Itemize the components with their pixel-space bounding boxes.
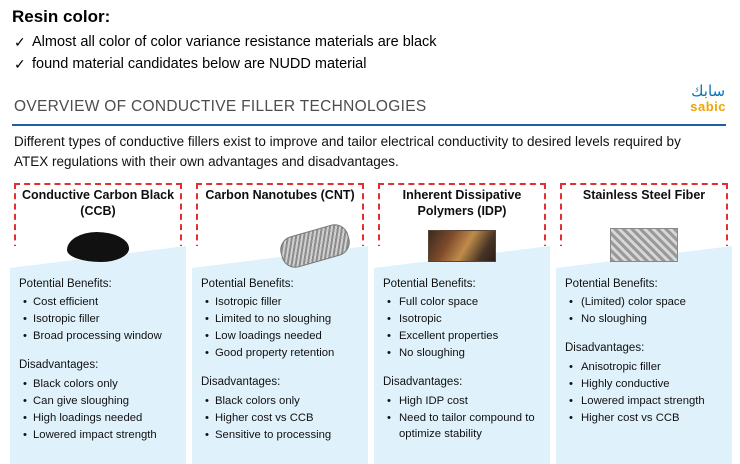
- idp-polymer-pellets-icon: [428, 230, 496, 262]
- slide: [0, 80, 740, 460]
- list-item: • Cost efficient: [33, 294, 178, 310]
- disadvantages-list: [21, 376, 178, 443]
- list-item: • Higher cost vs CCB: [581, 410, 724, 426]
- disadvantages-list: [567, 359, 724, 426]
- spacer: [19, 345, 178, 357]
- column-body: [192, 268, 368, 443]
- column-title: Inherent Dissipative Polymers (IDP): [402, 188, 522, 218]
- benefits-label: Potential Benefits:: [19, 278, 112, 290]
- benefits-label: Potential Benefits:: [383, 278, 476, 290]
- column-header: [192, 180, 368, 268]
- column-stainless-steel-fiber: [556, 180, 732, 464]
- list-item: • No sloughing: [581, 311, 724, 327]
- benefits-list: [567, 294, 724, 327]
- list-item: • Isotropic filler: [33, 311, 178, 327]
- list-item: • Limited to no sloughing: [215, 311, 360, 327]
- column-conductive-carbon-black: [10, 180, 186, 464]
- annotation-line-2: [14, 54, 730, 76]
- list-item: • Low loadings needed: [215, 328, 360, 344]
- list-item: • Anisotropic filler: [581, 359, 724, 375]
- list-item: • Good property retention: [215, 345, 360, 361]
- column-title: Conductive Carbon Black (CCB): [21, 188, 175, 218]
- list-item: • Black colors only: [33, 376, 178, 392]
- disadvantages-label: Disadvantages:: [565, 342, 645, 355]
- column-body: [556, 268, 732, 426]
- disadvantages-list: [385, 393, 542, 442]
- list-item: • Highly conductive: [581, 376, 724, 392]
- title-divider: [12, 124, 726, 126]
- annotation-line-1: [14, 32, 730, 54]
- benefits-list: [203, 294, 360, 361]
- carbon-black-blob-icon: [67, 232, 129, 262]
- slide-intro-text: Different types of conductive fillers exist to improve and tailor electrical conductivity to desired levels required by ATEX regulations with their own advantages and disadvantages.: [14, 134, 681, 169]
- benefits-label: Potential Benefits:: [565, 278, 658, 290]
- column-carbon-nanotubes: [192, 180, 368, 464]
- spacer: [383, 362, 542, 374]
- spacer: [201, 362, 360, 374]
- list-item: • Sensitive to processing: [215, 427, 360, 443]
- list-item: • Isotropic filler: [215, 294, 360, 310]
- list-item: • Broad processing window: [33, 328, 178, 344]
- benefits-list: [21, 294, 178, 344]
- check-icon: ✓: [14, 34, 26, 51]
- sabic-logo-arabic: سابك: [691, 82, 726, 100]
- column-body: [374, 268, 550, 442]
- list-item: • Lowered impact strength: [33, 427, 178, 443]
- sabic-logo: [690, 84, 726, 113]
- annotation-title: Resin color:: [12, 7, 111, 26]
- list-item: • No sloughing: [399, 345, 542, 361]
- list-item: • High loadings needed: [33, 410, 178, 426]
- list-item: • (Limited) color space: [581, 294, 724, 310]
- check-icon: ✓: [14, 55, 26, 72]
- slide-title: OVERVIEW OF CONDUCTIVE FILLER TECHNOLOGIES: [14, 98, 427, 115]
- list-item: • Full color space: [399, 294, 542, 310]
- list-item: • Lowered impact strength: [581, 393, 724, 409]
- list-item: • Can give sloughing: [33, 393, 178, 409]
- list-item: • Isotropic: [399, 311, 542, 327]
- list-item: • Excellent properties: [399, 328, 542, 344]
- disadvantages-label: Disadvantages:: [383, 376, 463, 389]
- annotation-block: [0, 0, 740, 76]
- column-header: [556, 180, 732, 268]
- carbon-nanotube-icon: [277, 221, 353, 271]
- spacer: [565, 328, 724, 340]
- list-item: • Need to tailor compound to optimize stability: [399, 410, 542, 442]
- benefits-list: [385, 294, 542, 361]
- list-item: • High IDP cost: [399, 393, 542, 409]
- column-title: Carbon Nanotubes (CNT): [205, 188, 355, 202]
- list-item: • Higher cost vs CCB: [215, 410, 360, 426]
- list-item: • Black colors only: [215, 393, 360, 409]
- column-title: Stainless Steel Fiber: [582, 188, 706, 202]
- disadvantages-label: Disadvantages:: [201, 376, 281, 389]
- annotation-line-1-text: Almost all color of color variance resistance materials are black: [32, 34, 437, 51]
- annotation-line-2-text: found material candidates below are NUDD material: [32, 55, 367, 72]
- column-header: [10, 180, 186, 268]
- filler-technology-columns: [10, 180, 732, 464]
- column-header: [374, 180, 550, 268]
- benefits-label: Potential Benefits:: [201, 278, 294, 290]
- column-body: [10, 268, 186, 443]
- column-inherent-dissipative-polymers: [374, 180, 550, 464]
- sabic-logo-name: sabic: [690, 99, 726, 114]
- disadvantages-label: Disadvantages:: [19, 359, 99, 372]
- stainless-steel-fiber-icon: [610, 228, 678, 262]
- disadvantages-list: [203, 393, 360, 443]
